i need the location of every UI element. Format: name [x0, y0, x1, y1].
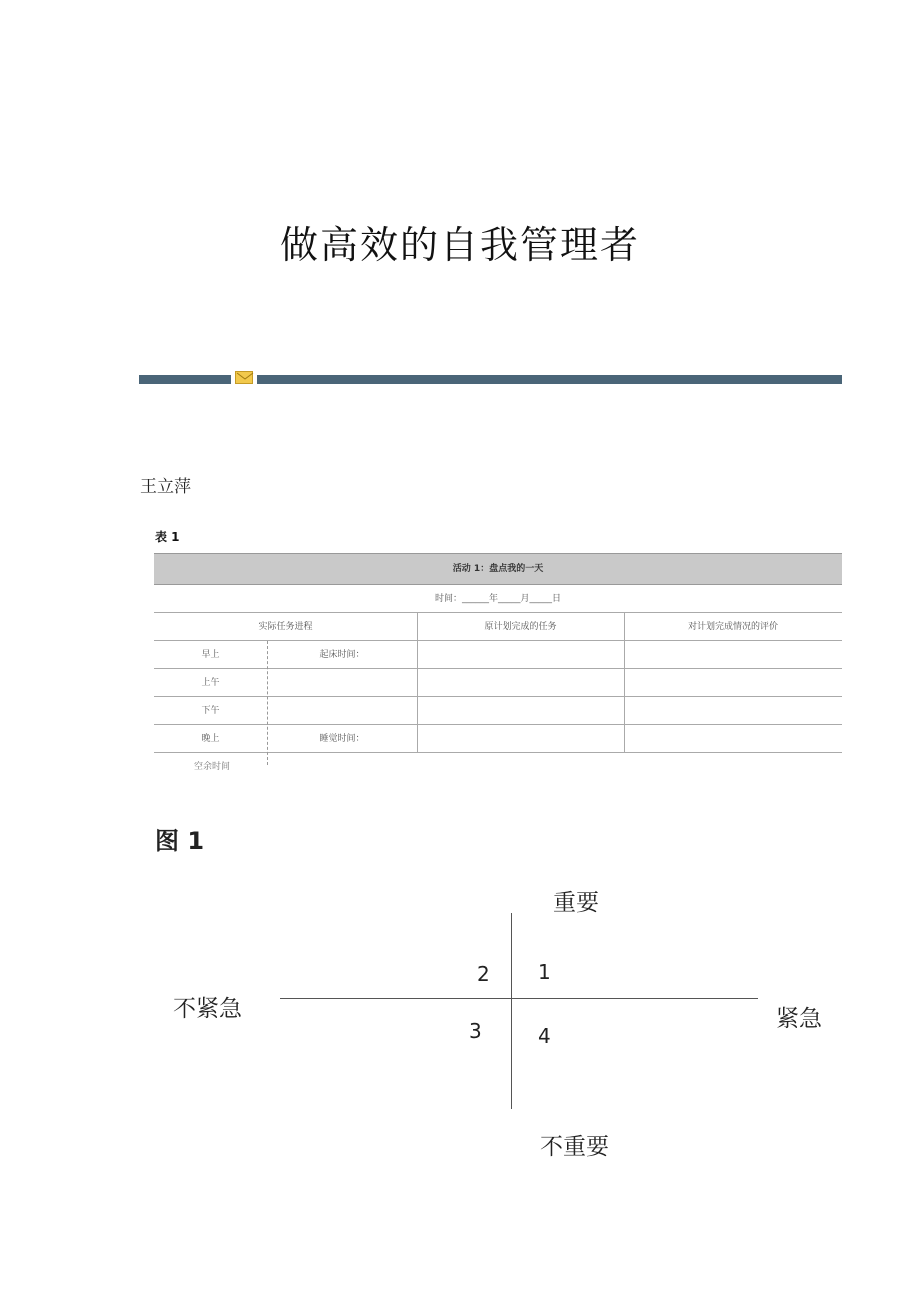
section-divider [139, 375, 842, 384]
quadrant-number: 1 [538, 960, 551, 984]
envelope-icon [235, 371, 253, 384]
author-name: 王立萍 [140, 477, 191, 497]
axis-label-bottom: 不重要 [540, 1134, 609, 1160]
column-header: 实际任务进程 [258, 622, 313, 632]
row-period: 下午 [201, 706, 220, 716]
row-note: 睡觉时间： [319, 734, 365, 744]
column-divider [417, 613, 418, 753]
figure-label: 图 1 [155, 827, 205, 855]
axis-label-left: 不紧急 [173, 996, 242, 1022]
row-divider [154, 752, 842, 753]
row-period-cut: 空余时间 [194, 762, 231, 772]
row-note: 起床时间： [319, 650, 365, 660]
row-period: 早上 [201, 650, 220, 660]
axis-label-right: 紧急 [776, 1006, 822, 1032]
row-note [267, 697, 417, 725]
divider-bar-right [257, 375, 842, 384]
column-header: 对计划完成情况的评价 [687, 622, 778, 632]
column-divider [624, 613, 625, 753]
row-note [267, 669, 417, 697]
horizontal-axis [280, 998, 758, 999]
quadrant-number: 4 [538, 1024, 551, 1048]
table-label: 表 1 [155, 530, 180, 544]
row-period: 晚上 [201, 734, 220, 744]
table-header: 活动 1：盘点我的一天 [154, 553, 842, 585]
document-title: 做高效的自我管理者 [279, 223, 640, 267]
quadrant-number: 2 [477, 962, 490, 986]
quadrant-number: 3 [469, 1019, 482, 1043]
activity-table [154, 553, 842, 772]
column-header: 原计划完成的任务 [484, 622, 557, 632]
table-date-line: 时间：______年_____月_____日 [154, 585, 842, 613]
column-divider-dashed [267, 641, 268, 765]
row-period: 上午 [201, 678, 220, 688]
vertical-axis [511, 913, 512, 1109]
axis-label-top: 重要 [553, 890, 599, 916]
divider-bar-left [139, 375, 231, 384]
